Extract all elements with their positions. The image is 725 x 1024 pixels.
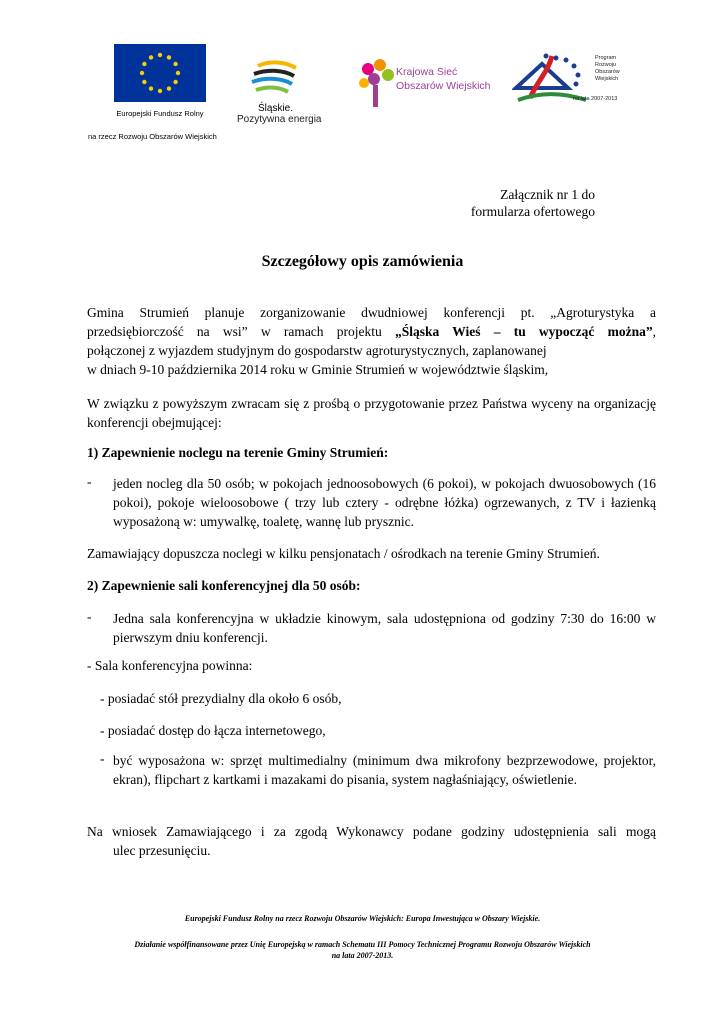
- eu-stars-icon: [114, 44, 206, 102]
- prow-text-line-3: Obszarów: [595, 69, 620, 75]
- eu-fund-caption-2: na rzecz Rozwoju Obszarów Wiejskich: [88, 132, 217, 141]
- slaskie-tagline: Pozytywna energia: [237, 114, 322, 125]
- intro-line-1: Gmina Strumień planuje zorganizowanie dwudniowej konferencji pt. „Agroturystyka a: [87, 305, 656, 320]
- closing-line-1: Na wniosek Zamawiającego i za zgodą Wykonawcy podane godziny udostępnienia sali mogą: [87, 824, 656, 839]
- slaskie-name: Śląskie.: [258, 103, 294, 114]
- prow-text: [595, 55, 620, 83]
- intro-line-3: połączonej z wyjazdem studyjnym do gospodarstw agroturystycznych, zaplanowanej: [87, 343, 547, 358]
- ksow-text-line-1: Krajowa Sieć: [396, 66, 458, 78]
- prow-text-line-4: Wiejskich: [595, 76, 619, 82]
- footer-line-3: na lata 2007-2013.: [331, 951, 394, 960]
- intro-paragraph: [87, 303, 656, 379]
- slaskie-logo: [248, 60, 300, 100]
- closing-paragraph: [87, 822, 656, 860]
- document-title: Szczegółowy opis zamówienia: [261, 253, 464, 270]
- requirement-1: - posiadać stół prezydialny dla około 6 osób,: [100, 691, 342, 706]
- prow-text-line-2: Rozwoju: [595, 62, 617, 68]
- footer-line-2: Działanie współfinansowane przez Unię Europejską w ramach Schematu III Pomocy Technicznej Programu Rozwoju Obszarów Wiejskich: [134, 940, 591, 949]
- intro-line-4: w dniach 9-10 października 2014 roku w Gminie Strumień w województwie śląskim,: [87, 362, 549, 377]
- prow-text-line-1: Program: [595, 55, 617, 61]
- project-name: „Śląska Wieś – tu wypocząć można”: [395, 324, 653, 339]
- footer-block: [60, 939, 665, 961]
- eu-flag-logo: [114, 44, 206, 102]
- requirement-3: być wyposażona w: sprzęt multimedialny (minimum dwa mikrofony bezprzewodowe, projektor, ekran), flipchart z kartkami i mazakami do pisania, system nagłaśniający, oświetlenie.: [113, 753, 656, 787]
- attachment-note: [471, 186, 595, 220]
- eu-fund-caption: Europejski Fundusz Rolny: [116, 109, 204, 118]
- section-1-heading: 1) Zapewnienie noclegu na terenie Gminy Strumień:: [87, 445, 389, 460]
- section-1-item: jeden nocleg dla 50 osób; w pokojach jednoosobowych (6 pokoi), w pokojach dwuosobowych (16 pokoi), pokoje wieloosobowe ( trzy lub cztery - odrębne łóżka) ogrzewanych, z TV i łazienką wyposażoną w: umywalkę, toaletę, wannę lub prysznic.: [113, 476, 656, 529]
- ksow-tree-logo: [358, 57, 396, 111]
- intro-line-2-text: przedsiębiorczość na wsi” w ramach projektu: [87, 324, 395, 339]
- footer-line-1: Europejski Fundusz Rolny na rzecz Rozwoju Obszarów Wiejskich: Europa Inwestująca w Obszary Wiejskie.: [184, 914, 541, 923]
- section-2-dash: -: [87, 609, 92, 624]
- prow-years: na lata 2007-2013: [573, 96, 618, 102]
- requirement-2: - posiadać dostęp do łącza internetowego,: [100, 723, 326, 738]
- section-2-heading: 2) Zapewnienie sali konferencyjnej dla 50 osób:: [87, 578, 361, 593]
- section-1-dash: -: [87, 474, 92, 489]
- request-paragraph: W związku z powyższym zwracam się z prośbą o przygotowanie przez Państwa wyceny na organizację konferencji obejmującej:: [87, 396, 656, 430]
- attachment-line-1: Załącznik nr 1 do: [500, 187, 595, 202]
- closing-line-2: ulec przesunięciu.: [113, 843, 211, 858]
- ksow-text-line-2: Obszarów Wiejskich: [396, 80, 491, 92]
- section-2-should-have: - Sala konferencyjna powinna:: [87, 658, 253, 673]
- attachment-line-2: formularza ofertowego: [470, 204, 595, 219]
- section-1-note: Zamawiający dopuszcza noclegi w kilku pensjonatach / ośrodkach na terenie Gminy Strumień.: [87, 546, 600, 561]
- intro-line-2: [87, 322, 656, 341]
- intro-line-2-comma: ,: [652, 324, 657, 339]
- section-2-item: Jedna sala konferencyjna w układzie kinowym, sala udostępniona od godziny 7:30 do 16:00 w pierwszym dniu konferencji.: [113, 611, 656, 645]
- requirement-3-dash: -: [100, 751, 105, 766]
